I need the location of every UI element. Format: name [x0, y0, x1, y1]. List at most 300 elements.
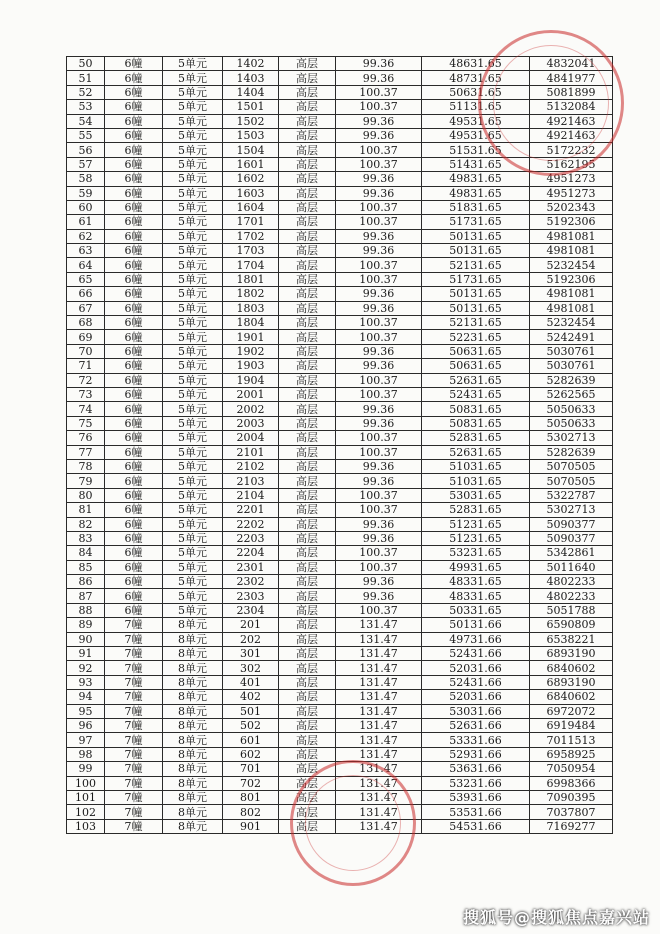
unit-cell: 5单元: [163, 258, 223, 272]
area-cell: 131.47: [336, 690, 422, 704]
table-row: [67, 258, 613, 272]
table-row: [67, 560, 613, 574]
total-price-cell: 5262565: [530, 387, 613, 401]
room-number-cell: 2304: [223, 603, 279, 617]
room-number-cell: 502: [223, 718, 279, 732]
building-type-cell: 高层: [279, 402, 336, 416]
unit-cell: 5单元: [163, 114, 223, 128]
building-type-cell: 高层: [279, 488, 336, 502]
unit-cell: 5单元: [163, 100, 223, 114]
area-cell: 99.36: [336, 57, 422, 71]
table-row: [67, 359, 613, 373]
row-number-cell: 71: [67, 359, 105, 373]
table-row: [67, 402, 613, 416]
unit-price-cell: 49731.66: [422, 632, 530, 646]
unit-price-cell: 52931.66: [422, 747, 530, 761]
unit-cell: 8单元: [163, 790, 223, 804]
building-type-cell: 高层: [279, 71, 336, 85]
building-cell: 6幢: [105, 258, 163, 272]
area-cell: 99.36: [336, 114, 422, 128]
row-number-cell: 64: [67, 258, 105, 272]
building-cell: 6幢: [105, 100, 163, 114]
building-type-cell: 高层: [279, 128, 336, 142]
room-number-cell: 2203: [223, 531, 279, 545]
table-row: [67, 661, 613, 675]
table-row: [67, 589, 613, 603]
area-cell: 99.36: [336, 229, 422, 243]
total-price-cell: 6590809: [530, 618, 613, 632]
row-number-cell: 89: [67, 618, 105, 632]
area-cell: 100.37: [336, 445, 422, 459]
unit-price-cell: 52631.66: [422, 718, 530, 732]
unit-price-cell: 53531.66: [422, 805, 530, 819]
unit-price-cell: 52431.66: [422, 647, 530, 661]
table-row: [67, 85, 613, 99]
area-cell: 100.37: [336, 157, 422, 171]
total-price-cell: 5132084: [530, 100, 613, 114]
building-type-cell: 高层: [279, 647, 336, 661]
building-type-cell: 高层: [279, 560, 336, 574]
building-cell: 6幢: [105, 71, 163, 85]
room-number-cell: 702: [223, 776, 279, 790]
building-type-cell: 高层: [279, 675, 336, 689]
unit-cell: 5单元: [163, 287, 223, 301]
room-number-cell: 2003: [223, 416, 279, 430]
room-number-cell: 2102: [223, 459, 279, 473]
building-cell: 6幢: [105, 575, 163, 589]
building-cell: 6幢: [105, 157, 163, 171]
area-cell: 100.37: [336, 431, 422, 445]
table-row: [67, 618, 613, 632]
unit-cell: 5单元: [163, 575, 223, 589]
building-cell: 6幢: [105, 560, 163, 574]
building-type-cell: 高层: [279, 704, 336, 718]
unit-cell: 5单元: [163, 186, 223, 200]
table-row: [67, 431, 613, 445]
area-cell: 99.36: [336, 589, 422, 603]
unit-cell: 5单元: [163, 445, 223, 459]
unit-price-cell: 51831.65: [422, 200, 530, 214]
row-number-cell: 100: [67, 776, 105, 790]
total-price-cell: 5070505: [530, 474, 613, 488]
building-type-cell: 高层: [279, 229, 336, 243]
unit-cell: 5单元: [163, 157, 223, 171]
total-price-cell: 4981081: [530, 229, 613, 243]
unit-cell: 5单元: [163, 272, 223, 286]
unit-price-cell: 52431.65: [422, 387, 530, 401]
unit-price-cell: 52131.65: [422, 316, 530, 330]
total-price-cell: 5030761: [530, 344, 613, 358]
area-cell: 131.47: [336, 618, 422, 632]
building-cell: 6幢: [105, 416, 163, 430]
total-price-cell: 4981081: [530, 301, 613, 315]
unit-cell: 8单元: [163, 647, 223, 661]
area-cell: 100.37: [336, 258, 422, 272]
building-type-cell: 高层: [279, 517, 336, 531]
table-row: [67, 100, 613, 114]
row-number-cell: 76: [67, 431, 105, 445]
unit-cell: 5单元: [163, 517, 223, 531]
room-number-cell: 401: [223, 675, 279, 689]
area-cell: 100.37: [336, 100, 422, 114]
unit-price-cell: 50131.65: [422, 229, 530, 243]
area-cell: 100.37: [336, 387, 422, 401]
area-cell: 131.47: [336, 675, 422, 689]
area-cell: 100.37: [336, 546, 422, 560]
area-cell: 100.37: [336, 560, 422, 574]
room-number-cell: 1903: [223, 359, 279, 373]
total-price-cell: 7169277: [530, 819, 613, 833]
total-price-cell: 7050954: [530, 762, 613, 776]
building-cell: 6幢: [105, 143, 163, 157]
total-price-cell: 4802233: [530, 589, 613, 603]
total-price-cell: 5232454: [530, 258, 613, 272]
room-number-cell: 1502: [223, 114, 279, 128]
row-number-cell: 59: [67, 186, 105, 200]
unit-cell: 5单元: [163, 316, 223, 330]
unit-price-cell: 50131.66: [422, 618, 530, 632]
total-price-cell: 5192306: [530, 272, 613, 286]
building-type-cell: 高层: [279, 172, 336, 186]
table-row: [67, 229, 613, 243]
total-price-cell: 5232454: [530, 316, 613, 330]
row-number-cell: 69: [67, 330, 105, 344]
unit-price-cell: 51031.65: [422, 474, 530, 488]
building-type-cell: 高层: [279, 589, 336, 603]
table-row: [67, 200, 613, 214]
total-price-cell: 5051788: [530, 603, 613, 617]
area-cell: 131.47: [336, 733, 422, 747]
area-cell: 99.36: [336, 517, 422, 531]
table-row: [67, 675, 613, 689]
total-price-cell: 5090377: [530, 517, 613, 531]
total-price-cell: 5050633: [530, 416, 613, 430]
building-type-cell: 高层: [279, 762, 336, 776]
table-row: [67, 503, 613, 517]
room-number-cell: 1704: [223, 258, 279, 272]
area-cell: 131.47: [336, 805, 422, 819]
building-type-cell: 高层: [279, 603, 336, 617]
total-price-cell: 5242491: [530, 330, 613, 344]
building-cell: 6幢: [105, 200, 163, 214]
room-number-cell: 2001: [223, 387, 279, 401]
building-cell: 6幢: [105, 603, 163, 617]
table-row: [67, 143, 613, 157]
building-type-cell: 高层: [279, 114, 336, 128]
room-number-cell: 501: [223, 704, 279, 718]
unit-cell: 5单元: [163, 229, 223, 243]
room-number-cell: 1603: [223, 186, 279, 200]
total-price-cell: 6919484: [530, 718, 613, 732]
total-price-cell: 4832041: [530, 57, 613, 71]
unit-cell: 5单元: [163, 71, 223, 85]
table-row: [67, 747, 613, 761]
room-number-cell: 1703: [223, 244, 279, 258]
building-type-cell: 高层: [279, 718, 336, 732]
building-cell: 6幢: [105, 128, 163, 142]
room-number-cell: 801: [223, 790, 279, 804]
building-cell: 7幢: [105, 805, 163, 819]
building-type-cell: 高层: [279, 776, 336, 790]
building-cell: 7幢: [105, 733, 163, 747]
total-price-cell: 5342861: [530, 546, 613, 560]
table-row: [67, 57, 613, 71]
row-number-cell: 97: [67, 733, 105, 747]
room-number-cell: 2004: [223, 431, 279, 445]
building-type-cell: 高层: [279, 316, 336, 330]
unit-price-cell: 53031.65: [422, 488, 530, 502]
table-row: [67, 157, 613, 171]
building-cell: 7幢: [105, 675, 163, 689]
unit-cell: 5单元: [163, 589, 223, 603]
building-type-cell: 高层: [279, 200, 336, 214]
total-price-cell: 6893190: [530, 647, 613, 661]
room-number-cell: 802: [223, 805, 279, 819]
table-row: [67, 575, 613, 589]
price-table-body: [67, 57, 613, 834]
area-cell: 99.36: [336, 287, 422, 301]
row-number-cell: 94: [67, 690, 105, 704]
area-cell: 99.36: [336, 531, 422, 545]
unit-cell: 8单元: [163, 819, 223, 833]
building-type-cell: 高层: [279, 287, 336, 301]
building-cell: 6幢: [105, 459, 163, 473]
area-cell: 99.36: [336, 359, 422, 373]
building-cell: 7幢: [105, 704, 163, 718]
unit-price-cell: 49531.65: [422, 128, 530, 142]
total-price-cell: 4951273: [530, 186, 613, 200]
row-number-cell: 75: [67, 416, 105, 430]
row-number-cell: 96: [67, 718, 105, 732]
area-cell: 100.37: [336, 488, 422, 502]
table-row: [67, 416, 613, 430]
building-cell: 6幢: [105, 287, 163, 301]
table-row: [67, 474, 613, 488]
area-cell: 100.37: [336, 603, 422, 617]
room-number-cell: 2002: [223, 402, 279, 416]
total-price-cell: 6998366: [530, 776, 613, 790]
unit-cell: 5单元: [163, 344, 223, 358]
total-price-cell: 5302713: [530, 431, 613, 445]
building-cell: 6幢: [105, 589, 163, 603]
row-number-cell: 57: [67, 157, 105, 171]
building-type-cell: 高层: [279, 143, 336, 157]
table-row: [67, 387, 613, 401]
room-number-cell: 901: [223, 819, 279, 833]
row-number-cell: 80: [67, 488, 105, 502]
room-number-cell: 1802: [223, 287, 279, 301]
unit-price-cell: 50631.65: [422, 85, 530, 99]
table-row: [67, 316, 613, 330]
building-type-cell: 高层: [279, 503, 336, 517]
total-price-cell: 4841977: [530, 71, 613, 85]
building-cell: 6幢: [105, 531, 163, 545]
building-cell: 6幢: [105, 517, 163, 531]
unit-cell: 8单元: [163, 704, 223, 718]
row-number-cell: 82: [67, 517, 105, 531]
unit-price-cell: 53231.66: [422, 776, 530, 790]
building-type-cell: 高层: [279, 215, 336, 229]
room-number-cell: 302: [223, 661, 279, 675]
total-price-cell: 4981081: [530, 287, 613, 301]
unit-price-cell: 50631.65: [422, 359, 530, 373]
building-type-cell: 高层: [279, 344, 336, 358]
total-price-cell: 5081899: [530, 85, 613, 99]
table-row: [67, 114, 613, 128]
row-number-cell: 70: [67, 344, 105, 358]
building-cell: 7幢: [105, 647, 163, 661]
room-number-cell: 1604: [223, 200, 279, 214]
total-price-cell: 7037807: [530, 805, 613, 819]
area-cell: 99.36: [336, 474, 422, 488]
building-type-cell: 高层: [279, 747, 336, 761]
unit-price-cell: 49831.65: [422, 172, 530, 186]
room-number-cell: 1501: [223, 100, 279, 114]
building-cell: 7幢: [105, 776, 163, 790]
price-table: [66, 56, 613, 834]
unit-price-cell: 52831.65: [422, 431, 530, 445]
unit-cell: 5单元: [163, 416, 223, 430]
unit-cell: 5单元: [163, 301, 223, 315]
total-price-cell: 4802233: [530, 575, 613, 589]
unit-cell: 5单元: [163, 373, 223, 387]
unit-price-cell: 53931.66: [422, 790, 530, 804]
area-cell: 99.36: [336, 459, 422, 473]
room-number-cell: 1503: [223, 128, 279, 142]
row-number-cell: 98: [67, 747, 105, 761]
table-row: [67, 632, 613, 646]
unit-price-cell: 50631.65: [422, 344, 530, 358]
unit-price-cell: 52831.65: [422, 503, 530, 517]
total-price-cell: 5192306: [530, 215, 613, 229]
building-cell: 6幢: [105, 316, 163, 330]
area-cell: 131.47: [336, 718, 422, 732]
table-row: [67, 445, 613, 459]
table-row: [67, 733, 613, 747]
area-cell: 99.36: [336, 244, 422, 258]
building-cell: 6幢: [105, 445, 163, 459]
building-cell: 6幢: [105, 330, 163, 344]
row-number-cell: 79: [67, 474, 105, 488]
building-type-cell: 高层: [279, 474, 336, 488]
area-cell: 99.36: [336, 416, 422, 430]
total-price-cell: 5162195: [530, 157, 613, 171]
building-cell: 6幢: [105, 402, 163, 416]
table-row: [67, 373, 613, 387]
unit-cell: 5单元: [163, 387, 223, 401]
building-type-cell: 高层: [279, 244, 336, 258]
area-cell: 131.47: [336, 762, 422, 776]
room-number-cell: 1402: [223, 57, 279, 71]
building-cell: 6幢: [105, 546, 163, 560]
building-type-cell: 高层: [279, 661, 336, 675]
row-number-cell: 77: [67, 445, 105, 459]
table-row: [67, 330, 613, 344]
area-cell: 99.36: [336, 186, 422, 200]
row-number-cell: 101: [67, 790, 105, 804]
unit-price-cell: 53231.65: [422, 546, 530, 560]
row-number-cell: 68: [67, 316, 105, 330]
table-row: [67, 128, 613, 142]
row-number-cell: 56: [67, 143, 105, 157]
row-number-cell: 63: [67, 244, 105, 258]
row-number-cell: 58: [67, 172, 105, 186]
unit-price-cell: 50131.65: [422, 287, 530, 301]
total-price-cell: 6972072: [530, 704, 613, 718]
room-number-cell: 1702: [223, 229, 279, 243]
area-cell: 131.47: [336, 747, 422, 761]
table-row: [67, 172, 613, 186]
table-row: [67, 690, 613, 704]
room-number-cell: 402: [223, 690, 279, 704]
unit-cell: 5单元: [163, 215, 223, 229]
row-number-cell: 66: [67, 287, 105, 301]
building-cell: 6幢: [105, 344, 163, 358]
total-price-cell: 5090377: [530, 531, 613, 545]
unit-price-cell: 50831.65: [422, 402, 530, 416]
unit-cell: 5单元: [163, 603, 223, 617]
building-type-cell: 高层: [279, 416, 336, 430]
table-row: [67, 790, 613, 804]
row-number-cell: 72: [67, 373, 105, 387]
unit-cell: 5单元: [163, 474, 223, 488]
row-number-cell: 92: [67, 661, 105, 675]
row-number-cell: 78: [67, 459, 105, 473]
building-cell: 6幢: [105, 387, 163, 401]
total-price-cell: 5050633: [530, 402, 613, 416]
building-type-cell: 高层: [279, 373, 336, 387]
table-row: [67, 488, 613, 502]
unit-cell: 8单元: [163, 762, 223, 776]
room-number-cell: 1504: [223, 143, 279, 157]
unit-price-cell: 51731.65: [422, 272, 530, 286]
building-type-cell: 高层: [279, 733, 336, 747]
building-cell: 6幢: [105, 172, 163, 186]
row-number-cell: 62: [67, 229, 105, 243]
total-price-cell: 5011640: [530, 560, 613, 574]
building-cell: 6幢: [105, 215, 163, 229]
total-price-cell: 6840602: [530, 661, 613, 675]
table-row: [67, 805, 613, 819]
room-number-cell: 1803: [223, 301, 279, 315]
room-number-cell: 1403: [223, 71, 279, 85]
total-price-cell: 5302713: [530, 503, 613, 517]
building-type-cell: 高层: [279, 546, 336, 560]
row-number-cell: 87: [67, 589, 105, 603]
table-row: [67, 762, 613, 776]
table-row: [67, 186, 613, 200]
total-price-cell: 5030761: [530, 359, 613, 373]
total-price-cell: 7090395: [530, 790, 613, 804]
table-row: [67, 215, 613, 229]
unit-price-cell: 50131.65: [422, 301, 530, 315]
building-type-cell: 高层: [279, 431, 336, 445]
building-cell: 6幢: [105, 373, 163, 387]
unit-price-cell: 51231.65: [422, 517, 530, 531]
total-price-cell: 5172232: [530, 143, 613, 157]
area-cell: 131.47: [336, 819, 422, 833]
row-number-cell: 50: [67, 57, 105, 71]
unit-price-cell: 53331.66: [422, 733, 530, 747]
unit-cell: 5单元: [163, 546, 223, 560]
building-type-cell: 高层: [279, 445, 336, 459]
unit-cell: 8单元: [163, 690, 223, 704]
unit-cell: 5单元: [163, 244, 223, 258]
unit-cell: 8单元: [163, 718, 223, 732]
total-price-cell: 6893190: [530, 675, 613, 689]
table-row: [67, 819, 613, 833]
row-number-cell: 84: [67, 546, 105, 560]
